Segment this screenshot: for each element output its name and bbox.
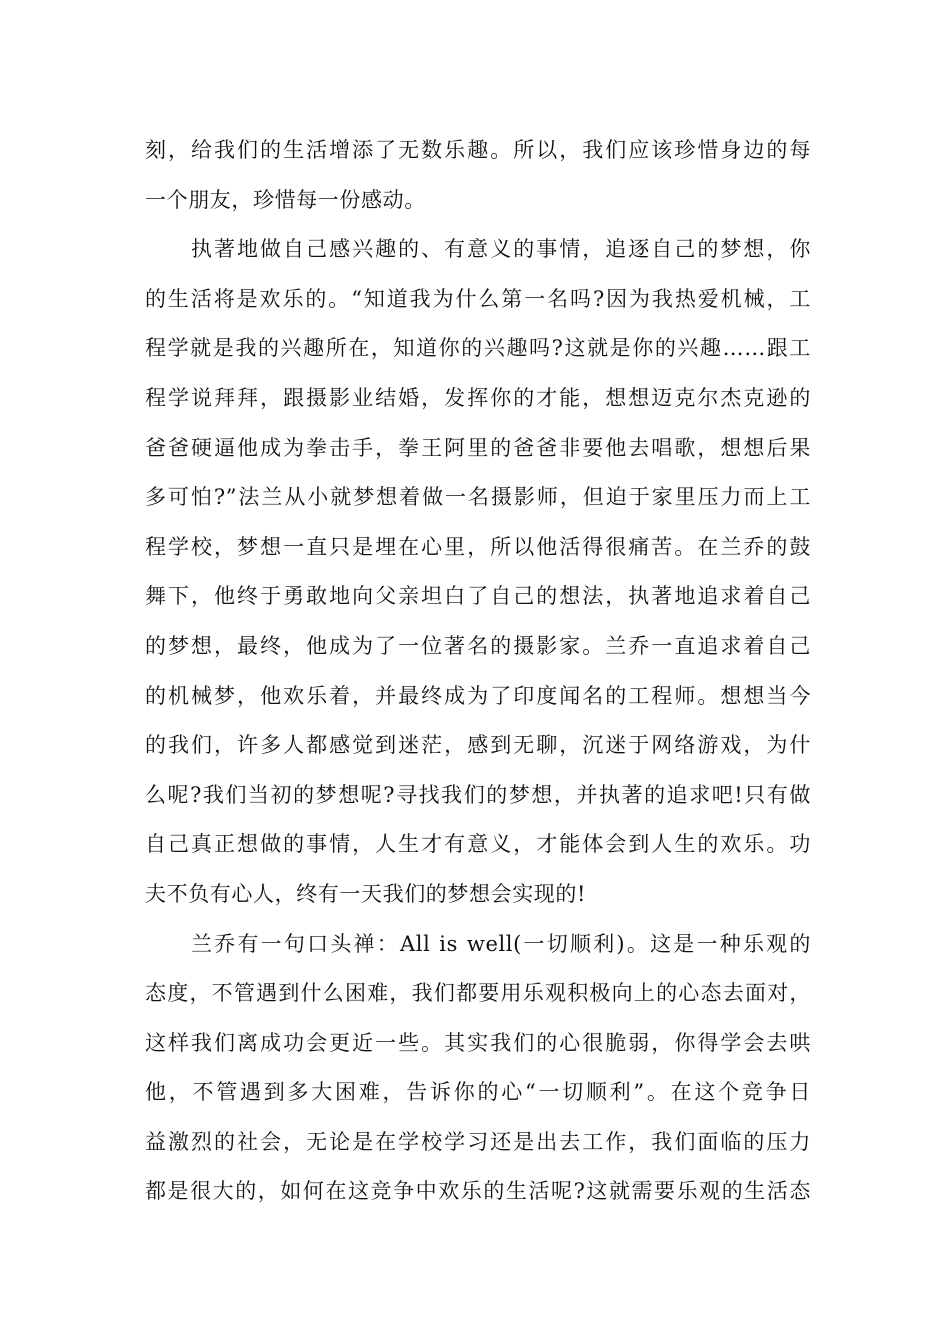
text-line: 爸爸硬逼他成为拳击手，拳王阿里的爸爸非要他去唱歌，想想后果 [145, 435, 811, 460]
text-line: 益激烈的社会，无论是在学校学习还是出去工作，我们面临的压力 [145, 1129, 811, 1154]
text-line: 的梦想，最终，他成为了一位著名的摄影家。兰乔一直追求着自己 [145, 633, 811, 658]
text-line: 一个朋友，珍惜每一份感动。 [145, 187, 426, 212]
text-line: 多可怕?”法兰从小就梦想着做一名摄影师，但迫于家里压力而上工 [145, 485, 811, 510]
text-line: 夫不负有心人，终有一天我们的梦想会实现的! [145, 881, 587, 906]
text-line: 刻，给我们的生活增添了无数乐趣。所以，我们应该珍惜身边的每 [145, 138, 811, 162]
text-line: 这样我们离成功会更近一些。其实我们的心很脆弱，你得学会去哄 [145, 1030, 811, 1055]
text-line: 的我们，许多人都感觉到迷茫，感到无聊，沉迷于网络游戏，为什 [145, 733, 811, 758]
body-text [145, 126, 811, 1217]
paragraph-1 [145, 126, 811, 225]
text-line: 态度，不管遇到什么困难，我们都要用乐观积极向上的心态去面对， [145, 981, 811, 1006]
text-line: 么呢?我们当初的梦想呢?寻找我们的梦想，并执著的追求吧!只有做 [145, 782, 811, 807]
text-line: 自己真正想做的事情，人生才有意义，才能体会到人生的欢乐。功 [145, 832, 811, 857]
text-line: 程学校，梦想一直只是埋在心里，所以他活得很痛苦。在兰乔的鼓 [145, 534, 811, 559]
paragraph-3 [145, 920, 811, 1218]
text-line: 他，不管遇到多大困难，告诉你的心“一切顺利”。在这个竞争日 [145, 1080, 811, 1105]
text-line: 舞下，他终于勇敢地向父亲坦白了自己的想法，执著地追求着自己 [145, 584, 811, 609]
text-line: 执著地做自己感兴趣的、有意义的事情，追逐自己的梦想，你 [191, 237, 811, 262]
text-line: 的生活将是欢乐的。“知道我为什么第一名吗?因为我热爱机械，工 [145, 286, 811, 311]
text-line: 程学说拜拜，跟摄影业结婚，发挥你的才能，想想迈克尔杰克逊的 [145, 385, 811, 410]
paragraph-2 [145, 225, 811, 919]
text-line: 兰乔有一句口头禅：All is well(一切顺利)。这是一种乐观的 [191, 931, 811, 956]
text-line: 程学就是我的兴趣所在，知道你的兴趣吗?这就是你的兴趣……跟工 [145, 336, 811, 361]
text-line: 都是很大的，如何在这竞争中欢乐的生活呢?这就需要乐观的生活态 [145, 1179, 811, 1204]
text-line: 的机械梦，他欢乐着，并最终成为了印度闻名的工程师。想想当今 [145, 683, 811, 708]
